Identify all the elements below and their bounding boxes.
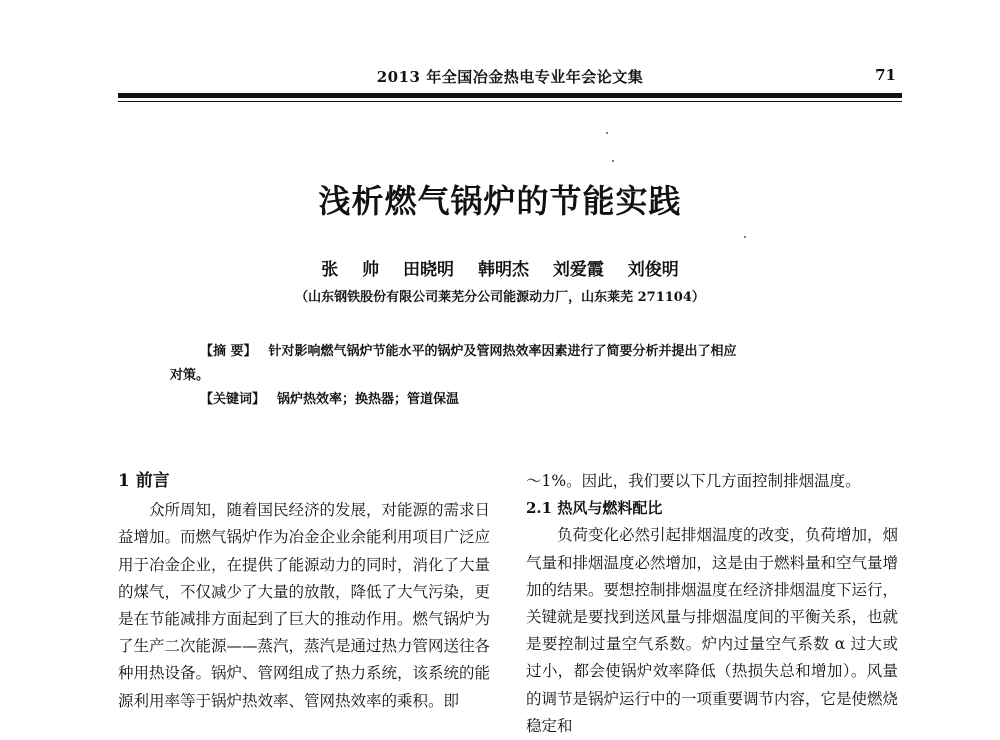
paper-title: 浅析燃气锅炉的节能实践 [318,182,682,220]
keywords-text: 锅炉热效率；换热器；管道保温 [277,392,460,407]
scan-speck [606,132,608,134]
keywords [200,388,459,407]
subsection-paragraph: 负荷变化必然引起排烟温度的改变，负荷增加，烟气量和排烟温度必然增加，这是由于燃料量和空气量增加的结果。要想控制排烟温度在经济排烟温度下运行，关键就是要找到送风量与排烟温度间的平衡关系，也就是要控制过量空气系数。炉内过量空气系数 α 过大或过小，都会使锅炉效率降低（热损失总和增加）。风量的调节是锅炉运行中的一项重要调节内容，它是使燃烧稳定和 [526,526,899,735]
abstract-text-line1: 针对影响燃气锅炉节能水平的锅炉及管网热效率因素进行了简要分析并提出了相应 [268,344,737,359]
affiliation: （山东钢铁股份有限公司莱芜分公司能源动力厂，山东莱芜 271104） [295,290,705,305]
continued-text: ～1%。因此，我们要以下几方面控制排烟温度。 [526,472,861,490]
abstract-label: 【摘 要】 [200,344,257,359]
author-list: 张 帅 田晓明 韩明杰 刘爱霞 刘俊明 [321,260,679,280]
running-header [118,66,902,94]
journal-title: 2013 年全国冶金热电专业年会论文集 [376,68,644,86]
right-column [526,468,898,740]
header-rule-thin [118,101,902,102]
scan-speck [744,236,746,238]
scan-speck [612,160,614,162]
header-rule-thick [118,93,902,98]
abstract-text-line2: 对策。 [170,368,210,383]
introduction-paragraph: 众所周知，随着国民经济的发展，对能源的需求日益增加。而燃气锅炉作为冶金企业余能利用项目广泛应用于冶金企业，在提供了能源动力的同时，消化了大量的煤气，不仅减少了大量的放散，降低了大气污染，更是在节能减排方面起到了巨大的推动作用。燃气锅炉为了生产二次能源——蒸汽，蒸汽是通过热力管网送往各种用热设备。锅炉、管网组成了热力系统，该系统的能源利用率等于锅炉热效率、管网热效率的乘积。即 [118,501,491,710]
keywords-label: 【关键词】 [200,392,266,407]
page-number: 71 [875,66,896,84]
section-heading-introduction: 1 前言 [118,471,170,491]
subsection-heading-2-1: 2.1 热风与燃料配比 [526,499,663,518]
left-column [118,468,490,715]
abstract [170,340,870,388]
